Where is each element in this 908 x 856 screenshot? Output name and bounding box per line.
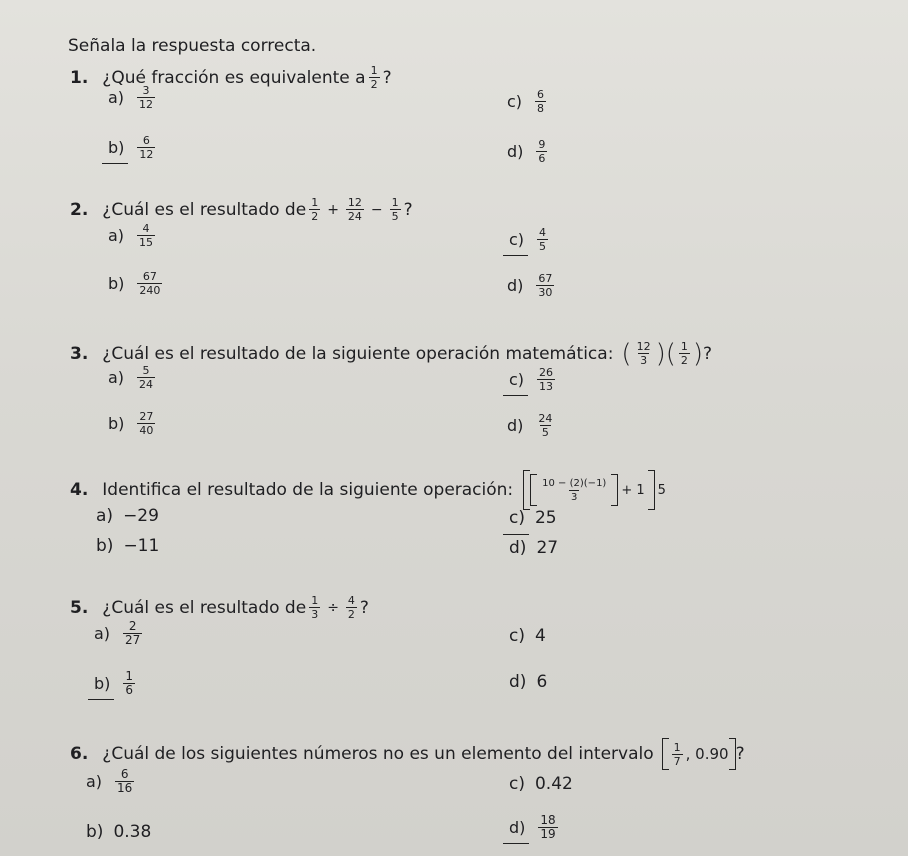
- question-1: 1. ¿Qué fracción es equivalente a $\frac{1}{2}$ ?: [70, 64, 392, 91]
- question-1-number: 1.: [70, 67, 89, 88]
- q4-option-d[interactable]: d) 27: [509, 538, 559, 558]
- q1-option-d[interactable]: d) $\frac{9}{6}$: [507, 138, 546, 165]
- q2-option-a[interactable]: a) $\frac{4}{15}$: [108, 222, 154, 249]
- q2-option-c-selected[interactable]: c) $\frac{4}{5}$: [509, 226, 547, 253]
- q6-option-c[interactable]: c) 0.42: [509, 774, 573, 794]
- q4-option-c-selected[interactable]: c) 25: [509, 508, 557, 528]
- question-1-text: ¿Qué fracción es equivalente a: [102, 67, 366, 88]
- question-3: 3. ¿Cuál es el resultado de la siguiente operación matemática: ( $\frac{12}{3}$ ) ( $\frac{1}{2}$ ) ?: [70, 338, 713, 369]
- q5-option-c[interactable]: c) 4: [509, 626, 546, 646]
- q1-option-c[interactable]: c) $\frac{6}{8}$: [507, 88, 545, 115]
- q5-option-b-selected[interactable]: b) $\frac{1}{6}$: [94, 669, 134, 697]
- question-5: 5. ¿Cuál es el resultado de $\frac{1}{3}$ ÷ $\frac{4}{2}$ ?: [70, 594, 369, 621]
- q1-option-b-selected[interactable]: b) $\frac{6}{12}$: [108, 134, 154, 161]
- q1-option-a[interactable]: a) $\frac{3}{12}$: [108, 84, 154, 111]
- q5-option-a[interactable]: a) $\frac{2}{27}$: [94, 619, 141, 647]
- question-2: 2. ¿Cuál es el resultado de $\frac{1}{2}$ + $\frac{12}{24}$ − $\frac{1}{5}$ ?: [70, 196, 413, 223]
- q6-option-d-selected[interactable]: d) $\frac{18}{19}$: [509, 813, 556, 841]
- q4-option-a[interactable]: a) −29: [96, 506, 159, 526]
- q3-option-d[interactable]: d) $\frac{24}{5}$: [507, 412, 553, 439]
- q3-option-a[interactable]: a) $\frac{5}{24}$: [108, 364, 154, 391]
- q6-answer-mark: d): [509, 818, 526, 837]
- q5-answer-mark: b): [94, 674, 111, 693]
- q3-option-c-selected[interactable]: c) $\frac{26}{13}$: [509, 366, 554, 393]
- q4-answer-mark: c): [509, 508, 525, 528]
- q3-option-b[interactable]: b) $\frac{27}{40}$: [108, 410, 154, 437]
- q1-answer-mark: b): [108, 138, 125, 157]
- q2-answer-mark: c): [509, 230, 525, 249]
- q3-answer-mark: c): [509, 370, 525, 389]
- q4-option-b[interactable]: b) −11: [96, 536, 160, 556]
- q6-option-a[interactable]: a) $\frac{6}{16}$: [86, 767, 133, 795]
- q5-option-d[interactable]: d) 6: [509, 672, 548, 692]
- question-6: 6. ¿Cuál de los siguientes números no es un elemento del intervalo $\frac{1}{7}$ , 0.90 ?: [70, 738, 745, 770]
- question-4: 4. Identifica el resultado de la siguiente operación: $\frac{10 - (2)(-1)}{3}$ + 1 5: [70, 470, 666, 510]
- question-6-interval: $\frac{1}{7}$ , 0.90: [662, 738, 736, 770]
- q2-option-d[interactable]: d) $\frac{67}{30}$: [507, 272, 553, 299]
- worksheet-title: Señala la respuesta correcta.: [68, 36, 317, 56]
- q2-option-b[interactable]: b) $\frac{67}{240}$: [108, 270, 161, 297]
- question-4-expression: $\frac{10 - (2)(-1)}{3}$ + 1 5: [523, 470, 666, 510]
- q6-option-b[interactable]: b) 0.38: [86, 822, 152, 842]
- question-1-fraction: $\frac{1}{2}$: [370, 64, 378, 91]
